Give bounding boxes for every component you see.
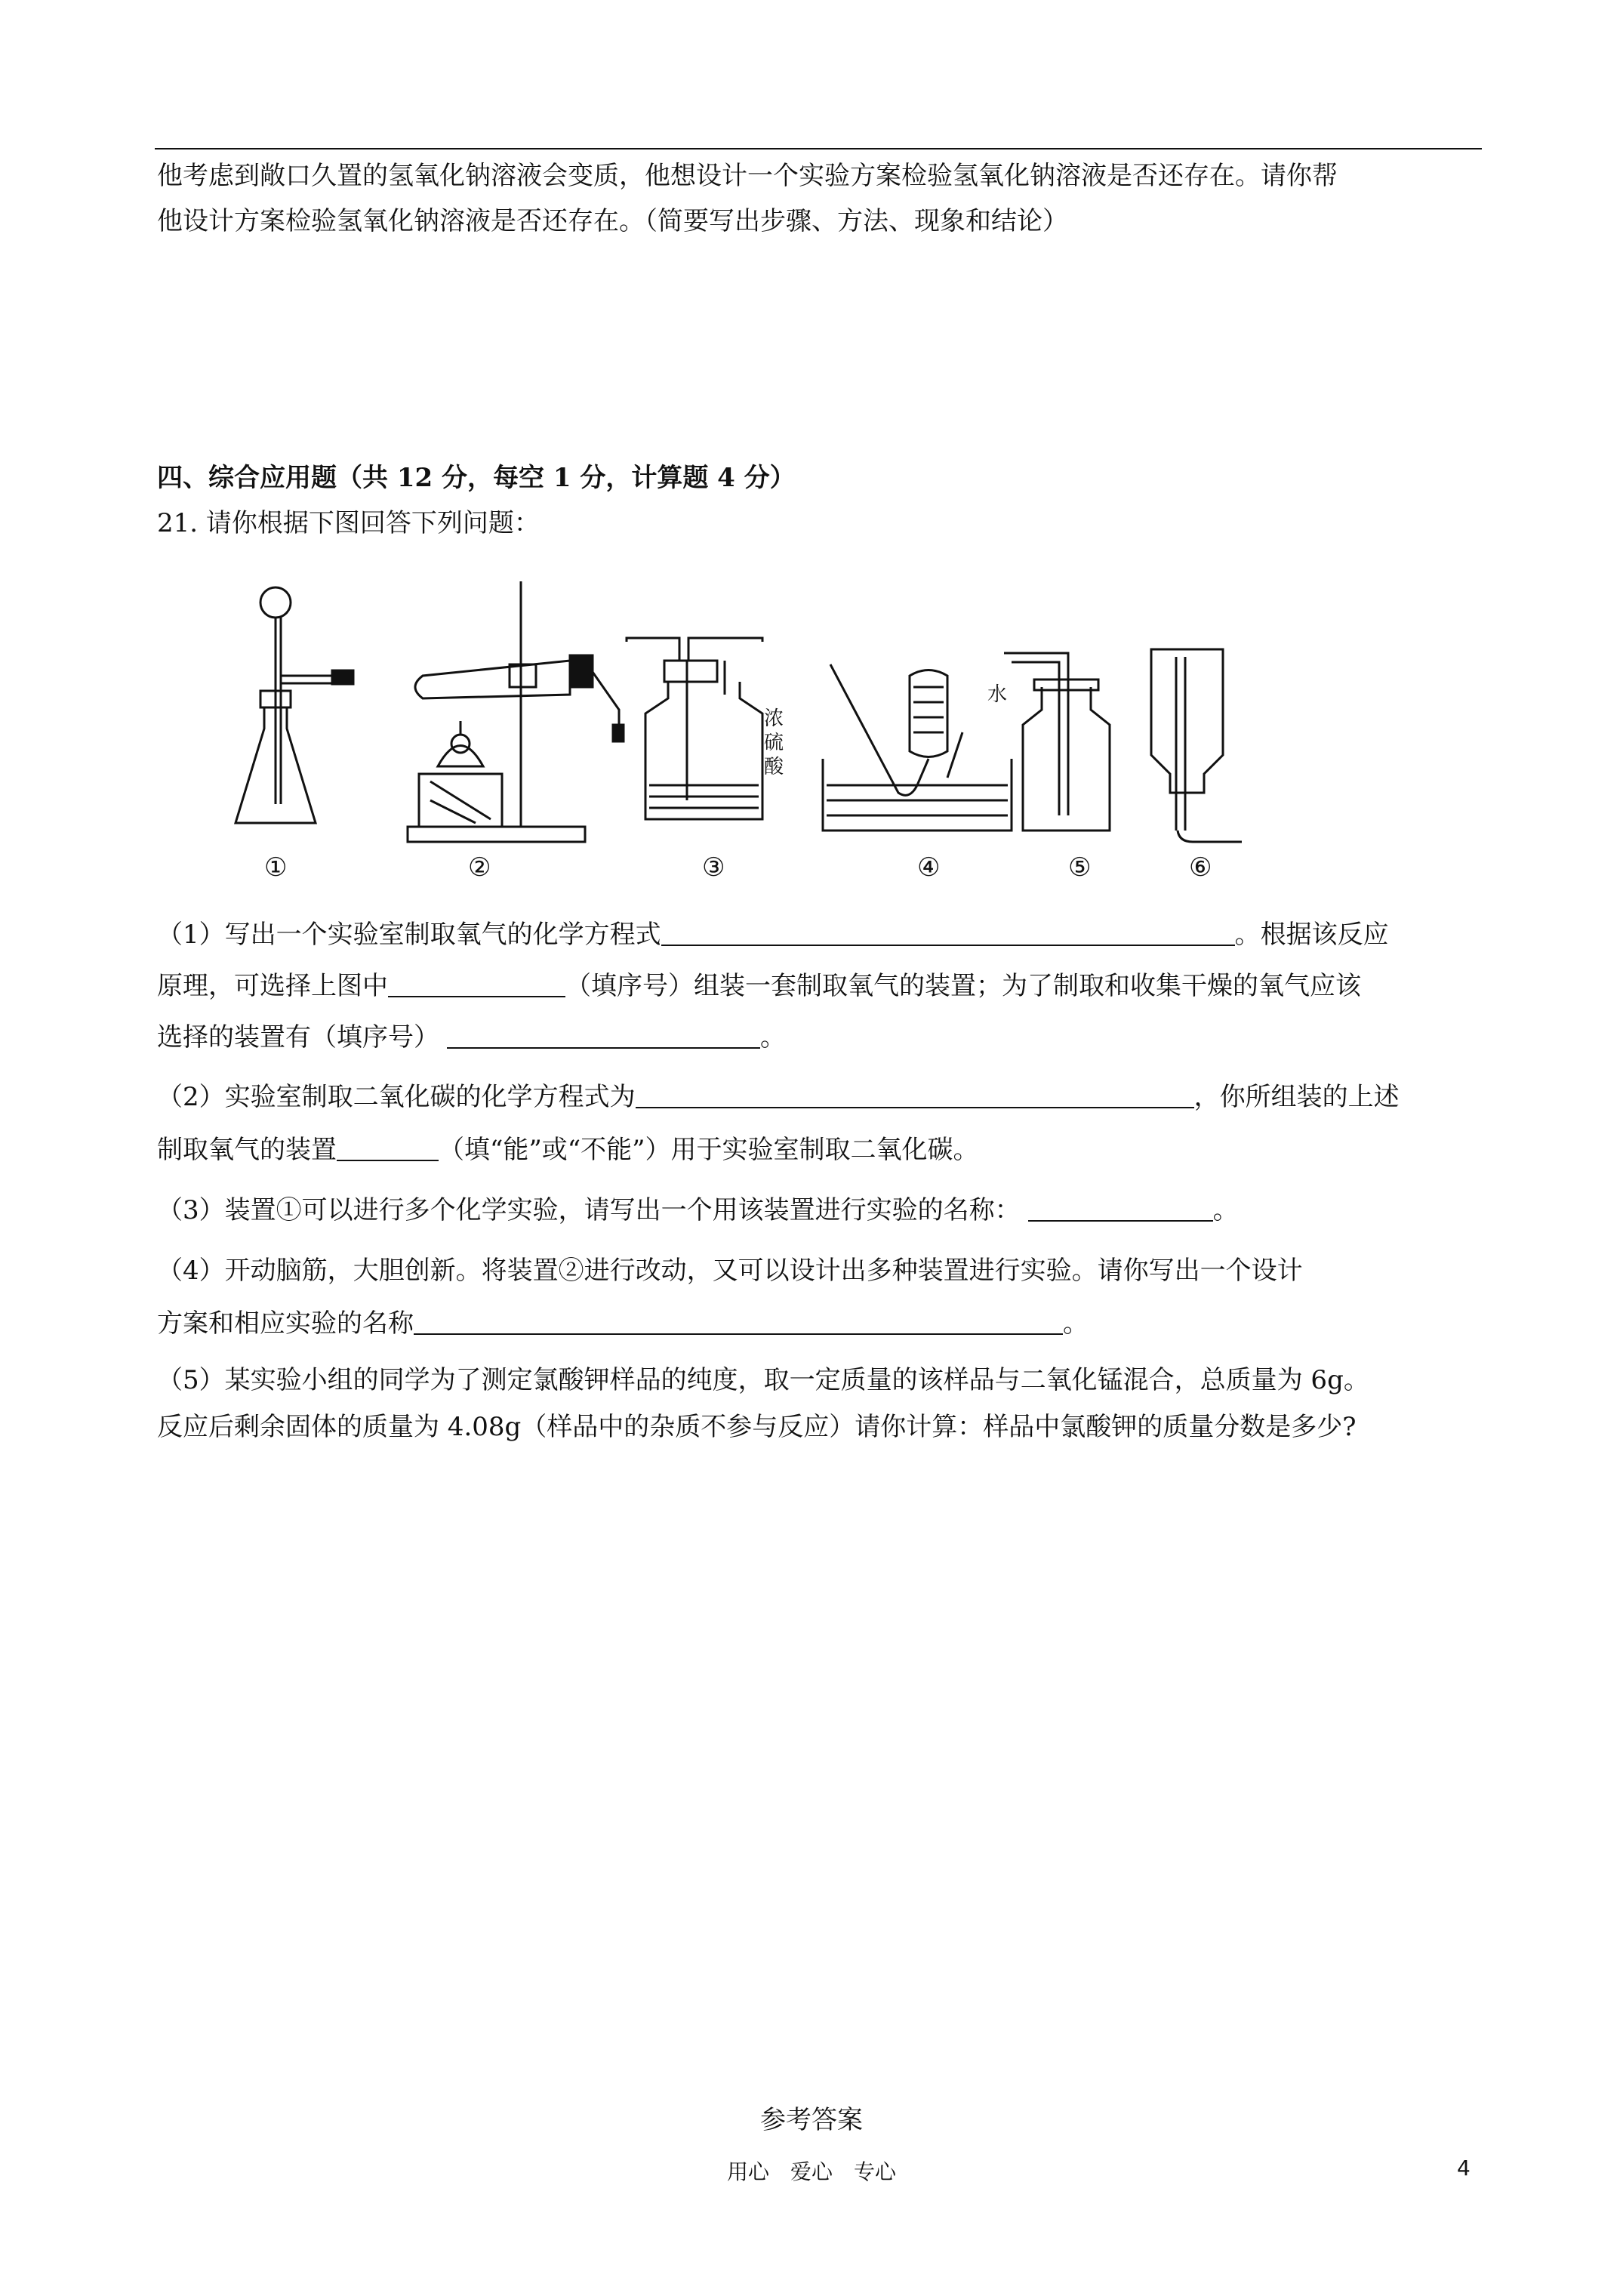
q5-line-1: （5）某实验小组的同学为了测定氯酸钾样品的纯度，取一定质量的该样品与二氧化锰混合，总质量为 6g。: [157, 1365, 1369, 1395]
header-rule: [155, 148, 1482, 149]
caption-3: ③: [702, 852, 725, 883]
intro-line-1: 他考虑到敞口久置的氢氧化钠溶液会变质，他想设计一个实验方案检验氢氧化钠溶液是否还存在。请你帮: [157, 161, 1338, 191]
caption-2: ②: [468, 852, 491, 883]
label-acid-3: 酸: [764, 756, 784, 778]
apparatus-2-heating: [408, 581, 624, 842]
section-heading: 四、综合应用题（共 12 分，每空 1 分，计算题 4 分）: [157, 463, 796, 493]
q1-line-1: （1）写出一个实验室制取氧气的化学方程式 。根据该反应: [157, 920, 1389, 950]
answer-blank-2[interactable]: [388, 973, 565, 997]
answer-blank-5[interactable]: [337, 1137, 439, 1161]
q4-line-2: 方案和相应实验的名称 。: [157, 1308, 1089, 1339]
caption-5: ⑤: [1068, 852, 1092, 883]
label-acid-2: 硫: [764, 732, 784, 754]
apparatus-1-flask: [236, 587, 353, 823]
q2-line-1: （2）实验室制取二氧化碳的化学方程式为 ，你所组装的上述: [157, 1082, 1400, 1112]
label-water: 水: [987, 683, 1008, 706]
apparatus-3-wash-bottle: [627, 638, 762, 819]
q4-line-1: （4）开动脑筋，大胆创新。将装置②进行改动，又可以设计出多种装置进行实验。请你写出一个设计: [157, 1256, 1303, 1286]
apparatus-4-water-trough: [823, 664, 1012, 831]
answer-blank-3[interactable]: [447, 1025, 760, 1049]
page-number: 4: [1457, 2156, 1471, 2180]
answer-blank-7[interactable]: [414, 1311, 1063, 1335]
q1-line-3: 选择的装置有（填序号） 。: [157, 1022, 786, 1052]
intro-line-2: 他设计方案检验氢氧化钠溶液是否还存在。（简要写出步骤、方法、现象和结论）: [157, 206, 1068, 236]
footer-note: 用心 爱心 专心: [726, 2159, 896, 2184]
apparatus-5-bottle: [1004, 653, 1110, 831]
caption-6: ⑥: [1189, 852, 1212, 883]
answer-blank-4[interactable]: [636, 1084, 1194, 1108]
q2-line-2: 制取氧气的装置 （填“能”或“不能”）用于实验室制取二氧化碳。: [157, 1135, 979, 1165]
q1-line-2: 原理，可选择上图中 （填序号）组装一套制取氧气的装置；为了制取和收集干燥的氧气应该: [157, 971, 1361, 1001]
answer-blank-1[interactable]: [661, 922, 1235, 946]
apparatus-figure: [226, 574, 1268, 891]
question-21: 21. 请你根据下图回答下列问题：: [157, 508, 540, 538]
label-acid-1: 浓: [764, 707, 784, 730]
answer-blank-6[interactable]: [1028, 1197, 1213, 1222]
caption-4: ④: [917, 852, 941, 883]
apparatus-6-inverted-bottle: [1151, 649, 1242, 842]
q5-line-2: 反应后剩余固体的质量为 4.08g（样品中的杂质不参与反应）请你计算：样品中氯酸钾的质量分数是多少?: [157, 1412, 1357, 1442]
answer-title: 参考答案: [760, 2105, 863, 2135]
caption-1: ①: [264, 852, 288, 883]
q3-line: （3）装置①可以进行多个化学实验，请写出一个用该装置进行实验的名称： 。: [157, 1195, 1239, 1225]
